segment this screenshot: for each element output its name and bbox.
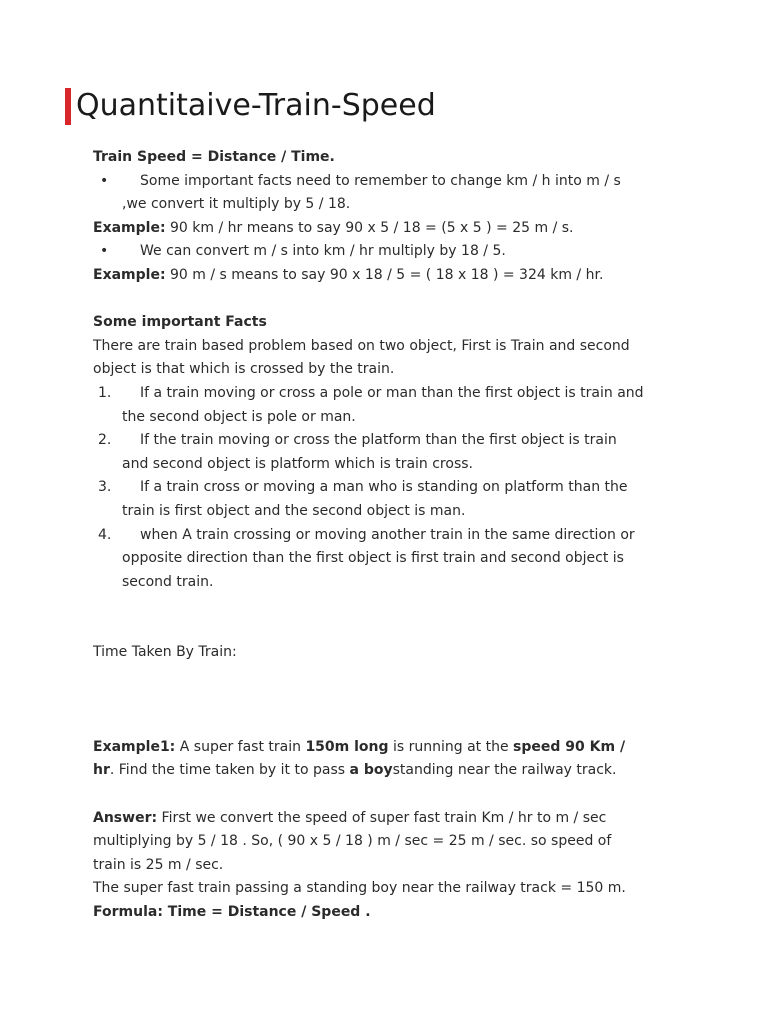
example-line-b <box>93 264 693 288</box>
answer-line <box>93 807 693 831</box>
example1-line <box>93 736 693 760</box>
fact-continuation: the second object is pole or man. <box>122 408 356 425</box>
fact-text: If the train moving or cross the platform than the first object is train <box>140 432 617 449</box>
fact-text: when A train crossing or moving another train in the same direction or <box>140 526 635 543</box>
title-accent-bar <box>65 88 71 125</box>
example1-bold-speed: speed 90 Km / <box>513 738 626 755</box>
spacer <box>93 665 693 736</box>
fact-continuation: second train. <box>122 573 214 590</box>
formula-line: Formula: Time = Distance / Speed . <box>93 904 371 921</box>
example1-text: . Find the time taken by it to pass <box>109 762 350 779</box>
list-number: 4. <box>98 526 112 543</box>
example-text: 90 km / hr means to say 90 x 5 / 18 = (5 x 5 ) = 25 m / s. <box>165 219 574 236</box>
example-line-a <box>93 217 693 241</box>
fact-item-2 <box>93 429 693 453</box>
bullet-item-1 <box>93 170 693 194</box>
fact-item-3 <box>93 476 693 500</box>
spacer <box>93 594 693 641</box>
document-body <box>93 146 693 925</box>
spacer <box>93 288 693 312</box>
fact-item-4 <box>93 524 693 548</box>
answer-label: Answer: <box>93 809 158 826</box>
answer-text: First we convert the speed of super fast train Km / hr to m / sec <box>157 809 607 826</box>
facts-heading: Some important Facts <box>93 314 267 331</box>
example1-text: A super fast train <box>175 738 306 755</box>
example1-label: Example1: <box>93 738 176 755</box>
fact-continuation: train is first object and the second object is man. <box>122 502 466 519</box>
bullet-text: Some important facts need to remember to change km / h into m / s <box>140 172 621 189</box>
facts-intro-line: There are train based problem based on two object, First is Train and second <box>93 337 630 354</box>
time-taken-heading: Time Taken By Train: <box>93 644 237 661</box>
example-text: 90 m / s means to say 90 x 18 / 5 = ( 18 x 18 ) = 324 km / hr. <box>165 266 604 283</box>
answer-line: The super fast train passing a standing boy near the railway track = 150 m. <box>93 880 626 897</box>
facts-intro-line: object is that which is crossed by the train. <box>93 361 395 378</box>
example1-bold-unit: hr <box>93 762 110 779</box>
example-label: Example: <box>93 266 166 283</box>
example1-text: is running at the <box>388 738 514 755</box>
spacer <box>93 783 693 807</box>
fact-continuation: and second object is platform which is train cross. <box>122 455 473 472</box>
example1-bold-boy: a boy <box>349 762 393 779</box>
bullet-icon: • <box>100 172 109 189</box>
answer-line: train is 25 m / sec. <box>93 856 224 873</box>
example1-bold-length: 150m long <box>305 738 389 755</box>
page-title: Quantitaive-Train-Speed <box>76 88 436 123</box>
formula-heading: Train Speed = Distance / Time. <box>93 149 335 165</box>
fact-text: If a train moving or cross a pole or man than the first object is train and <box>140 384 644 401</box>
bullet-continuation: ,we convert it multiply by 5 / 18. <box>122 196 351 213</box>
example1-line <box>93 759 693 783</box>
fact-continuation: opposite direction than the first object is first train and second object is <box>122 550 624 567</box>
list-number: 1. <box>98 384 112 401</box>
example-label: Example: <box>93 219 166 236</box>
bullet-item-2 <box>93 240 693 264</box>
list-number: 2. <box>98 432 112 449</box>
fact-item-1 <box>93 382 693 406</box>
fact-text: If a train cross or moving a man who is standing on platform than the <box>140 479 628 496</box>
bullet-icon: • <box>100 243 109 260</box>
bullet-text: We can convert m / s into km / hr multiply by 18 / 5. <box>140 243 506 260</box>
example1-text: standing near the railway track. <box>392 762 617 779</box>
answer-line: multiplying by 5 / 18 . So, ( 90 x 5 / 18 ) m / sec = 25 m / sec. so speed of <box>93 833 612 850</box>
list-number: 3. <box>98 479 112 496</box>
